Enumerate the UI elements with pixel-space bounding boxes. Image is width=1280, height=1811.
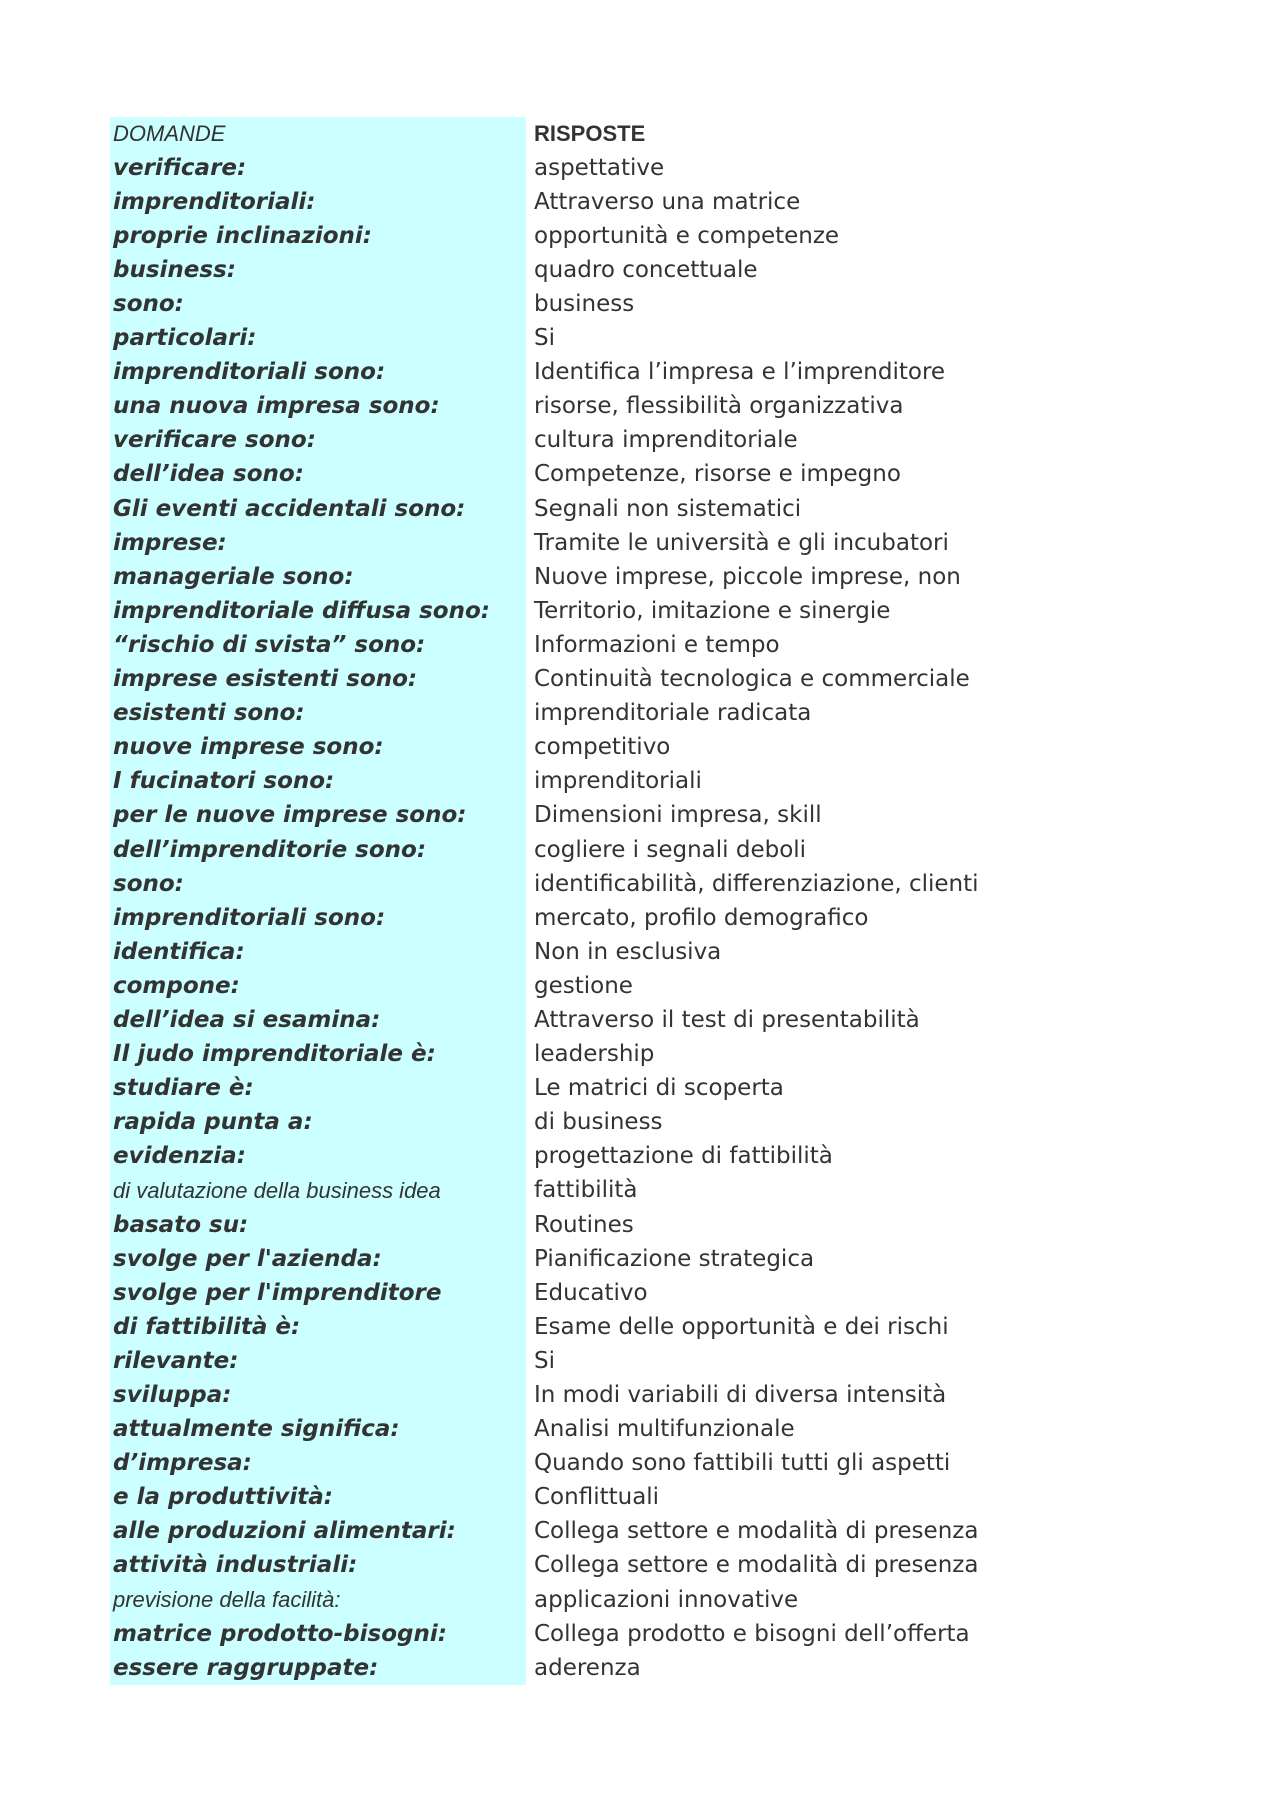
answer-cell: Conflittuali — [534, 1484, 660, 1511]
answer-cell: Attraverso il test di presentabilità — [534, 1006, 920, 1033]
answer-cell: Esame delle opportunità e dei rischi — [534, 1313, 949, 1340]
question-cell: verificare sono: — [110, 424, 526, 458]
answer-cell: Collega prodotto e bisogni dell’offerta — [534, 1620, 970, 1647]
question-cell: imprese: — [110, 526, 526, 560]
question-cell: particolari: — [110, 322, 526, 356]
answer-cell: identificabilità, differenziazione, clienti — [534, 870, 979, 897]
answer-cell: competitivo — [534, 734, 671, 761]
answer-cell: risorse, flessibilità organizzativa — [534, 393, 904, 420]
answer-cell: mercato, profilo demografico — [534, 904, 869, 931]
question-cell: business: — [110, 253, 526, 287]
question-cell: d’impresa: — [110, 1447, 526, 1481]
column-header-risposte: RISPOSTE — [534, 121, 646, 147]
question-cell: di fattibilità è: — [110, 1310, 526, 1344]
question-cell: matrice prodotto-bisogni: — [110, 1617, 526, 1651]
question-cell: previsione della facilità: — [110, 1583, 526, 1617]
question-cell: essere raggruppate: — [110, 1651, 526, 1685]
answer-cell: Informazioni e tempo — [534, 631, 780, 658]
question-cell: esistenti sono: — [110, 697, 526, 731]
answer-cell: Territorio, imitazione e sinergie — [534, 597, 891, 624]
question-cell: imprenditoriale diffusa sono: — [110, 594, 526, 628]
question-cell: “rischio di svista” sono: — [110, 628, 526, 662]
answer-cell: applicazioni innovative — [534, 1586, 799, 1613]
answer-cell: Continuità tecnologica e commerciale — [534, 666, 970, 693]
answer-cell: cogliere i segnali deboli — [534, 836, 807, 863]
question-cell: I fucinatori sono: — [110, 765, 526, 799]
answer-cell: Nuove imprese, piccole imprese, non — [534, 563, 961, 590]
question-cell: di valutazione della business idea — [110, 1174, 526, 1208]
answer-cell: imprenditoriale radicata — [534, 700, 812, 727]
answer-cell: gestione — [534, 972, 633, 999]
question-cell: verificare: — [110, 151, 526, 185]
answer-cell: leadership — [534, 1041, 655, 1068]
question-cell: proprie inclinazioni: — [110, 219, 526, 253]
answer-cell: quadro concettuale — [534, 256, 758, 283]
question-cell: imprenditoriali sono: — [110, 356, 526, 390]
answer-cell: aspettative — [534, 154, 665, 181]
question-cell: rapida punta a: — [110, 1106, 526, 1140]
answer-cell: Si — [534, 325, 555, 352]
answer-cell: fattibilità — [534, 1177, 638, 1204]
answer-cell: Pianificazione strategica — [534, 1245, 815, 1272]
question-cell: dell’idea sono: — [110, 458, 526, 492]
question-cell: studiare è: — [110, 1072, 526, 1106]
question-cell: sviluppa: — [110, 1378, 526, 1412]
answer-cell: progettazione di fattibilità — [534, 1143, 833, 1170]
question-cell: sono: — [110, 867, 526, 901]
answer-cell: Analisi multifunzionale — [534, 1416, 795, 1443]
question-cell: Gli eventi accidentali sono: — [110, 492, 526, 526]
question-cell: manageriale sono: — [110, 560, 526, 594]
question-cell: per le nuove imprese sono: — [110, 799, 526, 833]
question-cell: una nuova impresa sono: — [110, 390, 526, 424]
question-cell: rilevante: — [110, 1344, 526, 1378]
answer-cell: Dimensioni impresa, skill — [534, 802, 822, 829]
answer-cell: Collega settore e modalità di presenza — [534, 1552, 979, 1579]
question-cell: evidenzia: — [110, 1140, 526, 1174]
qa-table — [110, 117, 1026, 1685]
question-cell: sono: — [110, 287, 526, 321]
column-header-domande: DOMANDE — [110, 117, 526, 151]
question-cell: e la produttività: — [110, 1481, 526, 1515]
answer-cell: Identifica l’impresa e l’imprenditore — [534, 359, 946, 386]
question-cell: imprenditoriali: — [110, 185, 526, 219]
question-cell: attività industriali: — [110, 1549, 526, 1583]
question-cell: svolge per l'imprenditore — [110, 1276, 526, 1310]
answer-cell: business — [534, 291, 635, 318]
question-cell: dell’imprenditorie sono: — [110, 833, 526, 867]
answer-cell: In modi variabili di diversa intensità — [534, 1382, 947, 1409]
question-cell: imprese esistenti sono: — [110, 663, 526, 697]
answer-cell: Routines — [534, 1211, 634, 1238]
answer-cell: Le matrici di scoperta — [534, 1075, 784, 1102]
question-cell: Il judo imprenditoriale è: — [110, 1038, 526, 1072]
answer-cell: Non in esclusiva — [534, 938, 722, 965]
answer-cell: Tramite le università e gli incubatori — [534, 529, 949, 556]
answer-cell: di business — [534, 1109, 663, 1136]
answer-cell: imprenditoriali — [534, 768, 702, 795]
question-cell: compone: — [110, 969, 526, 1003]
question-cell: alle produzioni alimentari: — [110, 1515, 526, 1549]
question-cell: nuove imprese sono: — [110, 731, 526, 765]
answer-cell: opportunità e competenze — [534, 222, 840, 249]
question-cell: basato su: — [110, 1208, 526, 1242]
answer-cell: Educativo — [534, 1279, 648, 1306]
answer-cell: Quando sono fattibili tutti gli aspetti — [534, 1450, 951, 1477]
answer-cell: aderenza — [534, 1654, 641, 1681]
question-cell: imprenditoriali sono: — [110, 901, 526, 935]
question-cell: dell’idea si esamina: — [110, 1003, 526, 1037]
answer-cell: cultura imprenditoriale — [534, 427, 798, 454]
answer-cell: Si — [534, 1347, 555, 1374]
question-cell: identifica: — [110, 935, 526, 969]
answer-cell: Attraverso una matrice — [534, 188, 801, 215]
answer-cell: Competenze, risorse e impegno — [534, 461, 901, 488]
question-cell: svolge per l'azienda: — [110, 1242, 526, 1276]
answer-cell: Collega settore e modalità di presenza — [534, 1518, 979, 1545]
answer-cell: Segnali non sistematici — [534, 495, 802, 522]
question-cell: attualmente significa: — [110, 1413, 526, 1447]
